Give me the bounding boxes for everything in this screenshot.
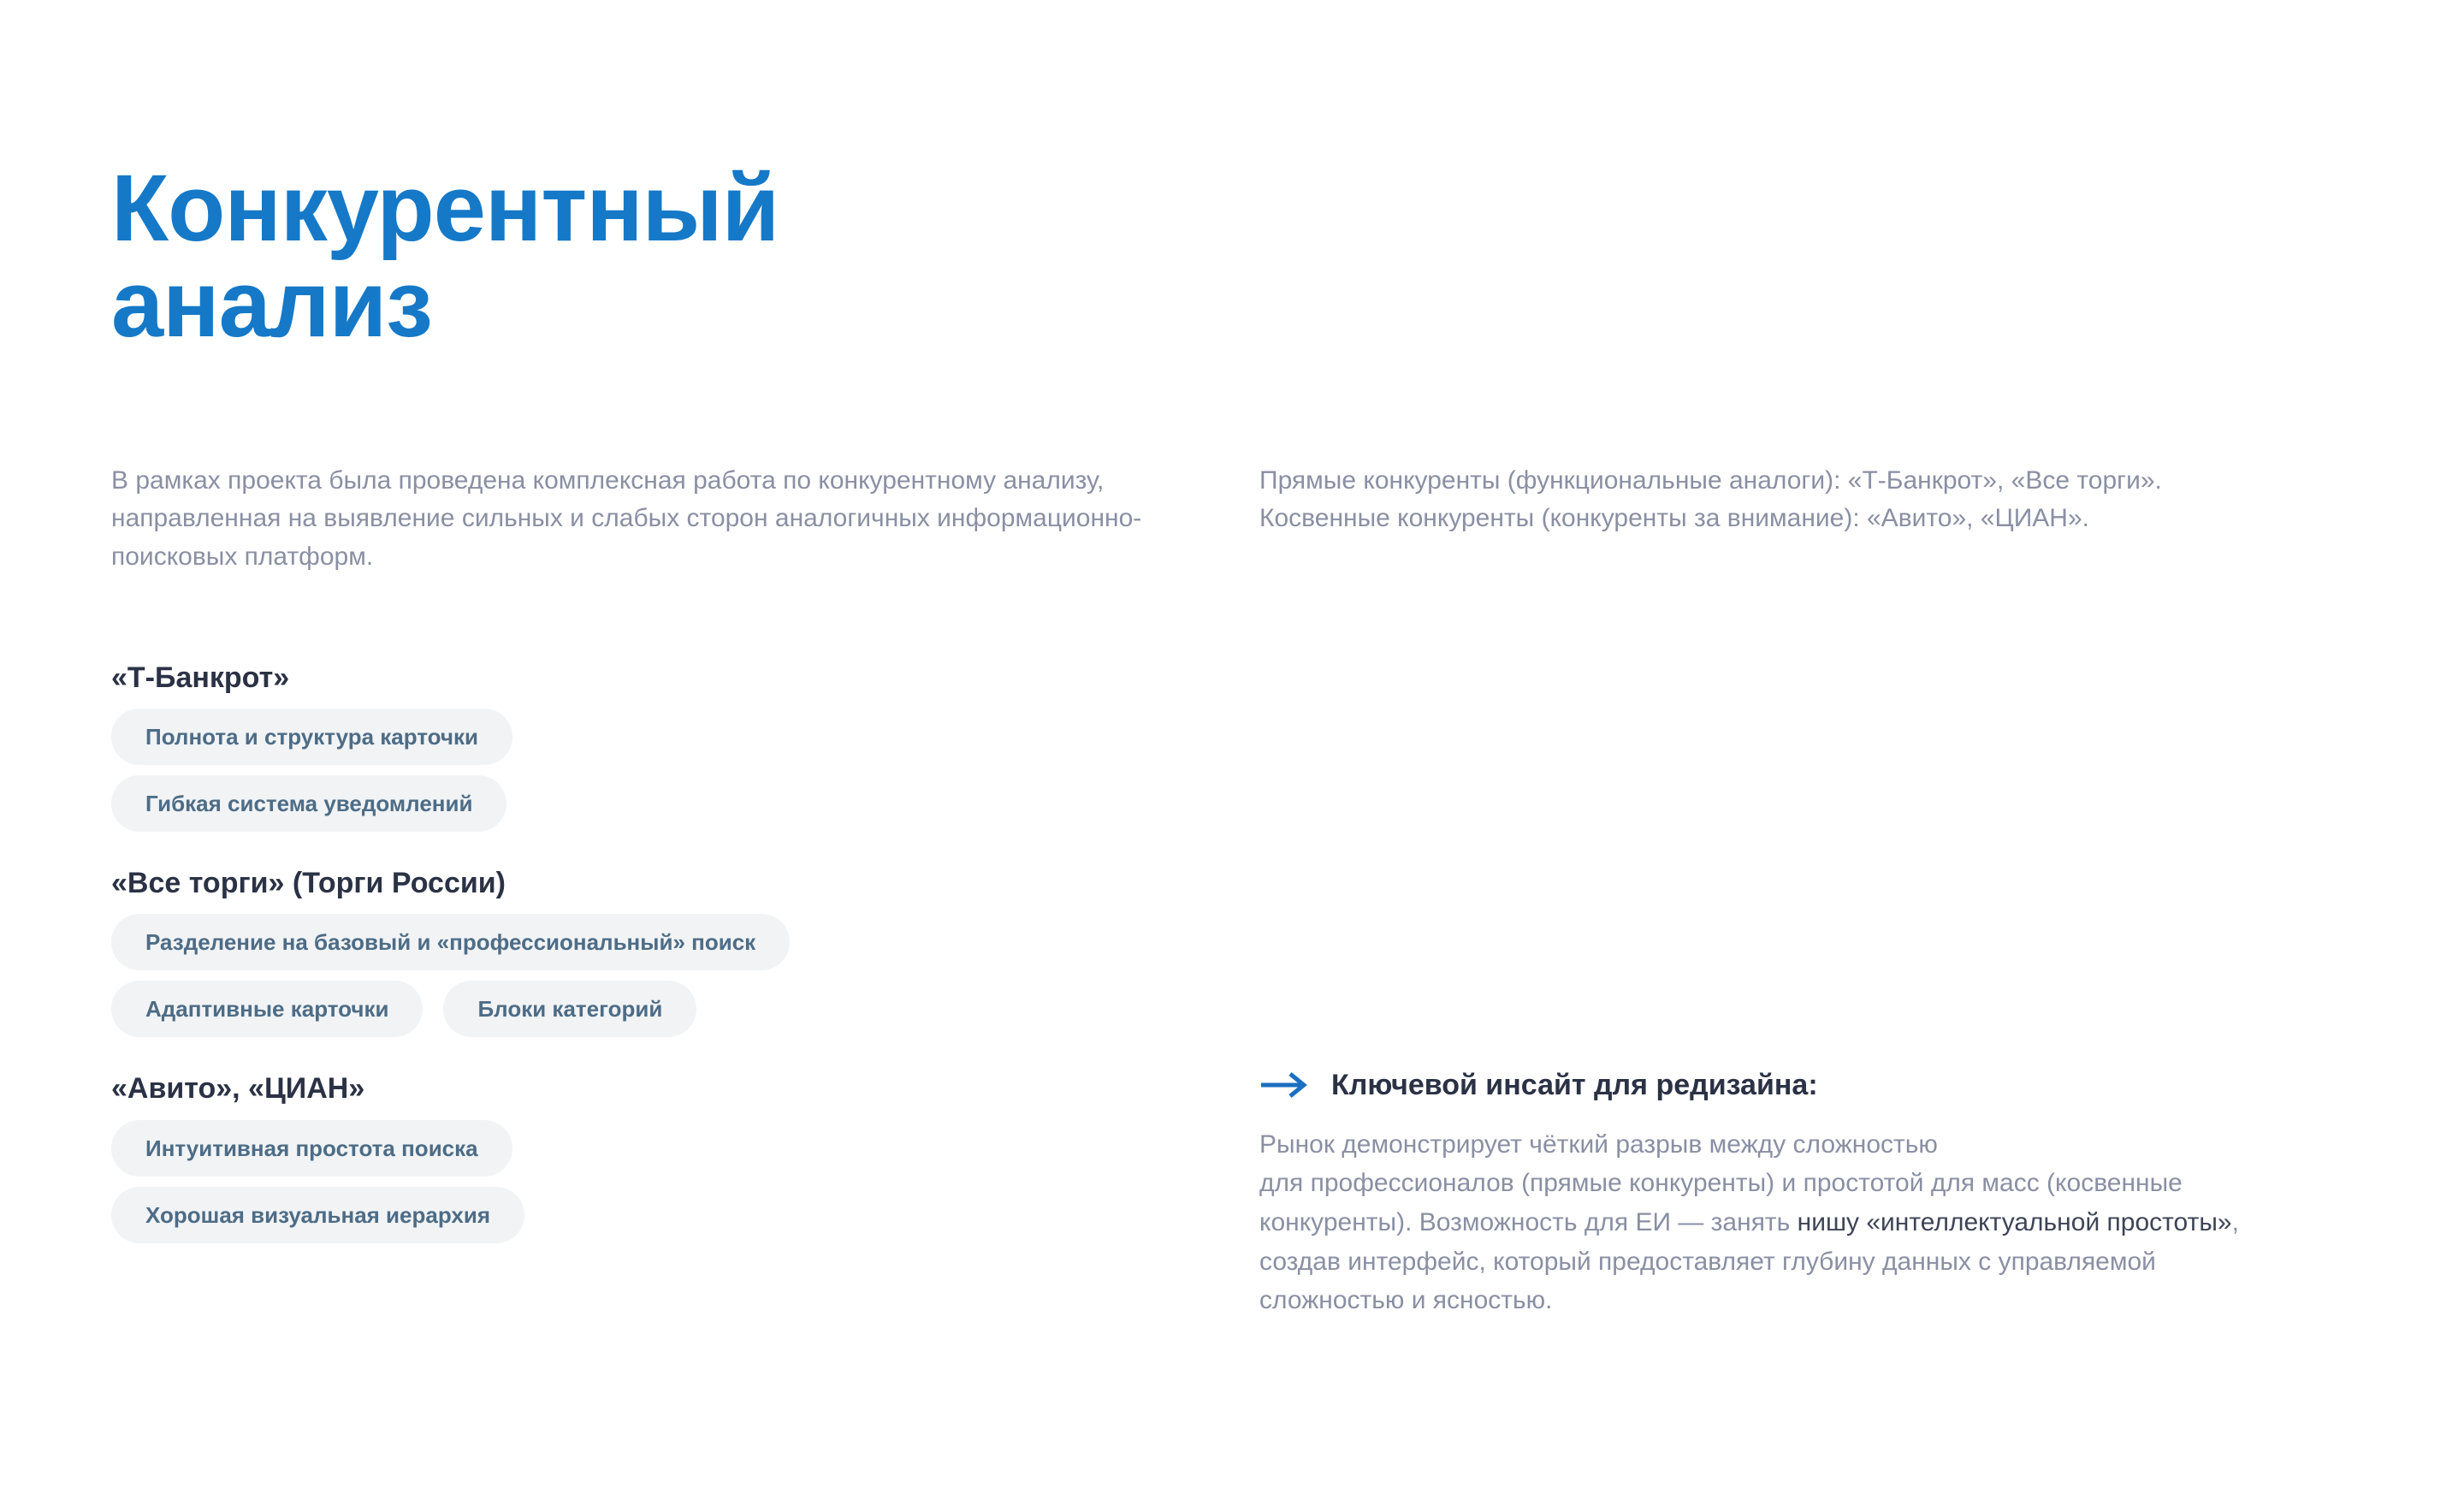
pill-row: [111, 914, 1215, 970]
key-insight-title: Ключевой инсайт для редизайна:: [1331, 1069, 1818, 1101]
key-insight-header: [1259, 1068, 2372, 1103]
feature-pill[interactable]: Разделение на базовый и «профессиональный» поиск: [111, 914, 790, 970]
feature-pill[interactable]: Полнота и структура карточки: [111, 709, 512, 765]
feature-pill[interactable]: Хорошая визуальная иерархия: [111, 1187, 524, 1243]
pill-row: [111, 1120, 1215, 1177]
page-title: [111, 156, 1104, 358]
intro-column-left: [111, 462, 1181, 576]
competitor-group: [111, 659, 1215, 832]
intro-paragraph-left: В рамках проекта была проведена комплексная работа по конкурентному анализу, направленная на выявление сильных и слабых сторон аналогичных информационно-поисковых платформ.: [111, 466, 1142, 571]
feature-pill[interactable]: Блоки категорий: [443, 981, 696, 1037]
competitors-indirect-line: Косвенные конкуренты (конкуренты за внимание): «Авито», «ЦИАН».: [1259, 504, 2089, 533]
group-title: «Т-Банкрот»: [111, 661, 290, 694]
insight-line-5: сложностью и ясностью.: [1259, 1286, 1553, 1315]
insight-line-1: Рынок демонстрирует чёткий разрыв между сложностью: [1259, 1130, 1938, 1159]
competitor-group: [111, 864, 1215, 1037]
competitor-groups: [111, 659, 1215, 1243]
pill-row: [111, 709, 1215, 765]
insight-line-3-post: ,: [2231, 1207, 2239, 1236]
insight-line-4: создав интерфейс, который предоставляет глубину данных с управляемой: [1259, 1247, 2156, 1276]
arrow-right-icon: [1259, 1070, 1309, 1100]
feature-pill[interactable]: Гибкая система уведомлений: [111, 775, 506, 832]
pill-row: [111, 775, 1215, 832]
feature-pill[interactable]: Интуитивная простота поиска: [111, 1120, 512, 1177]
key-insight-block: [1259, 1068, 2372, 1320]
insight-line-2: для профессионалов (прямые конкуренты) и простотой для масс (косвенные: [1259, 1169, 2183, 1198]
intro-column-right: [1259, 462, 2363, 538]
insight-line-3-pre: конкуренты). Возможность для ЕИ — занять: [1259, 1207, 1798, 1236]
competitors-direct-line: Прямые конкуренты (функциональные аналоги): «Т-Банкрот», «Все торги».: [1259, 466, 2162, 495]
feature-pill[interactable]: Адаптивные карточки: [111, 981, 423, 1037]
group-title: «Авито», «ЦИАН»: [111, 1072, 365, 1106]
page-title-line-2: анализ: [111, 252, 432, 358]
pill-row: [111, 1187, 1215, 1243]
page-title-line-1: Конкурентный: [111, 156, 779, 261]
intro-paragraph-right: [1259, 462, 2363, 538]
competitor-group: [111, 1070, 1215, 1242]
group-title: «Все торги» (Торги России): [111, 867, 506, 900]
insight-line-3: [1259, 1203, 2372, 1242]
key-insight-body: [1259, 1125, 2372, 1320]
pill-row: [111, 981, 1215, 1037]
insight-highlight: нишу «интеллектуальной простоты»: [1797, 1207, 2232, 1236]
